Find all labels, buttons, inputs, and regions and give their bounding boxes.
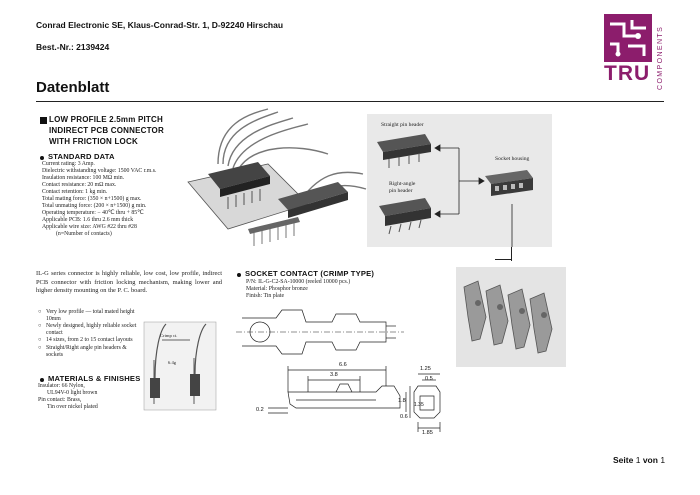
spec-line: Current rating: 3 Amp. xyxy=(42,161,95,167)
dim-0-2: 0.2 xyxy=(256,407,264,413)
crimp-label: Crimp ct. xyxy=(160,333,178,338)
right-angle-label-2: pin header xyxy=(389,188,413,194)
standard-data-heading: STANDARD DATA xyxy=(48,152,115,161)
feature-text: Straight/Right angle pin headers & sockets xyxy=(46,344,127,358)
materials-list xyxy=(38,383,98,411)
socket-contact-line: Finish: Tin plate xyxy=(246,293,285,299)
socket-contact-list xyxy=(246,279,350,300)
heading-square-icon xyxy=(40,117,47,124)
spec-line: Applicable PCB: 1.6 thru 2.6 mm thick xyxy=(42,217,134,223)
connector-photo-illustration xyxy=(178,104,368,264)
feature-item xyxy=(38,337,138,344)
page-word: Seite xyxy=(613,455,634,465)
socket-contact-heading: SOCKET CONTACT (CRIMP TYPE) xyxy=(245,269,375,278)
features-list xyxy=(38,309,138,358)
page-total: 1 xyxy=(660,455,666,465)
circle-bullet-icon: ○ xyxy=(38,323,42,330)
connector-arrow-line xyxy=(495,259,511,260)
contacts-photo xyxy=(456,267,566,367)
dim-1-35: 1.35 xyxy=(414,402,424,408)
of-word: von xyxy=(642,455,658,465)
feature-item xyxy=(38,323,138,336)
description-paragraph: IL-G series connector is highly reliable, low cost, low profile, indirect PCB connector with friction locking mechanism, making lower and higher density mounting on the P. C. board. xyxy=(36,270,222,295)
socket-contact-line: P/N: IL-G-C2-SA-10000 (reeled 10000 pcs.) xyxy=(246,279,351,285)
housing-diagram xyxy=(367,114,552,247)
circle-bullet-icon: ○ xyxy=(38,337,42,344)
connector-photo xyxy=(178,104,368,264)
crimp-sketch xyxy=(140,320,220,412)
feature-text: Very low profile — total mated height 10mm xyxy=(46,309,135,322)
feature-text: Newly designed, highly reliable socket contact xyxy=(46,323,137,336)
spec-line: Insulation resistance: 100 MΩ min. xyxy=(42,175,125,181)
circle-bullet-icon: ○ xyxy=(38,344,42,351)
connector-arrow-line xyxy=(511,247,512,261)
page-indicator xyxy=(613,455,665,465)
product-heading-3: WITH FRICTION LOCK xyxy=(49,137,138,146)
company-address: Conrad Electronic SE, Klaus-Conrad-Str. 1, D-92240 Hirschau xyxy=(36,20,284,30)
spec-line: Total mating force: (350 × n+1500) g max. xyxy=(42,196,142,202)
spec-line: Contact retention: 1 kg min. xyxy=(42,189,108,195)
logo-subtitle: COMPONENTS xyxy=(657,25,664,90)
page-title: Datenblatt xyxy=(36,79,110,96)
dim-1-8: 1.8 xyxy=(398,398,406,404)
right-angle-label-1: Right-angle xyxy=(389,181,416,187)
socket-housing-label: Socket housing xyxy=(495,156,530,162)
spec-line: (n=Number of contacts) xyxy=(56,231,112,237)
materials-heading: MATERIALS & FINISHES xyxy=(48,374,141,383)
technical-drawing xyxy=(236,300,466,440)
contacts-photo-illustration xyxy=(456,267,566,367)
socket-contact-drawing xyxy=(236,300,466,440)
dim-6-6: 6.6 xyxy=(339,362,347,368)
dim-3-8: 3.8 xyxy=(330,372,338,378)
dim-1-85: 1.85 xyxy=(422,430,433,436)
material-line: Pin contact: Brass, xyxy=(38,397,82,403)
feature-text: 14 sizes, from 2 to 15 contact layouts xyxy=(46,337,133,344)
material-line: UL94V-0 light brown xyxy=(47,390,98,396)
feature-item xyxy=(38,345,138,358)
spec-line: Operating temperature: − 40℃ thru + 85℃ xyxy=(42,210,144,216)
logo-mark xyxy=(604,14,652,62)
material-line: Insulator: 66 Nylon, xyxy=(38,383,85,389)
dim-1-25: 1.25 xyxy=(420,366,431,372)
housing-diagram-drawing xyxy=(367,114,552,247)
bullet-icon xyxy=(237,273,241,277)
spec-line: Total unmating force: (200 × n+1500) g min. xyxy=(42,203,147,209)
logo-wordmark: TRU xyxy=(604,62,651,85)
straight-pin-header-label: Straight pin header xyxy=(381,122,424,128)
product-heading-1: LOW PROFILE 2.5mm PITCH xyxy=(49,115,163,124)
bullet-icon xyxy=(40,378,44,382)
feature-item xyxy=(38,309,138,322)
dim-0-5: 0.5 xyxy=(425,376,433,382)
spec-line: Dielectric withstanding voltage: 1500 VAC r.m.s. xyxy=(42,168,157,174)
circuit-icon xyxy=(604,14,652,62)
page-number: 1 xyxy=(635,455,641,465)
dim-0-6: 0.6 xyxy=(400,414,408,420)
material-line: Tin over nickel plated xyxy=(47,404,98,410)
bullet-icon xyxy=(40,156,44,160)
tru-components-logo xyxy=(604,14,668,100)
title-rule xyxy=(36,101,664,102)
order-number: Best.-Nr.: 2139424 xyxy=(36,42,110,52)
standard-data-list xyxy=(42,161,156,238)
product-heading-2: INDIRECT PCB CONNECTOR xyxy=(49,126,164,135)
dimension-label: 6.4g xyxy=(168,360,177,365)
socket-contact-line: Material: Phosphor bronze xyxy=(246,286,308,292)
spec-line: Contact resistance: 20 mΩ max. xyxy=(42,182,117,188)
spec-line: Applicable wire size: AWG #22 thru #28 xyxy=(42,224,137,230)
circle-bullet-icon: ○ xyxy=(38,309,42,315)
crimp-sketch-drawing xyxy=(140,320,220,412)
